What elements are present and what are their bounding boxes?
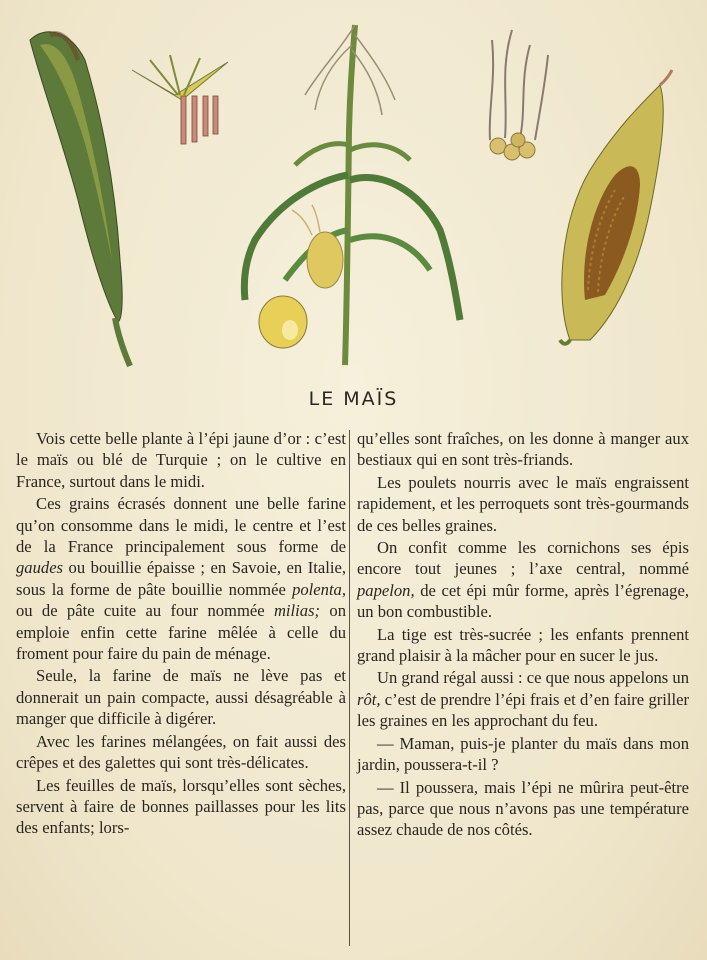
page-title: LE MAÏS — [308, 388, 399, 410]
paragraph: — Maman, puis-je planter du maïs dans mon jardin, poussera-t-il ? — [357, 733, 689, 775]
paragraph: On confit comme les cornichons ses épis encore tout jeunes ; l’axe central, nommé papelon, de cet épi mûr forme, après l’égrenage, un bon combustible. — [357, 538, 689, 622]
female-flower-silks — [490, 30, 548, 160]
paragraph: Avec les farines mélangées, on fait aussi des crêpes et des galettes qui sont très-délicates. — [16, 731, 346, 773]
paragraph: Vois cette belle plante à l’épi jaune d’or : c’est le maïs ou blé de Turquie ; on le cultive en France, surtout dans le midi. — [16, 429, 346, 491]
corn-ear — [560, 70, 672, 344]
term-papelon: papelon, — [357, 580, 415, 600]
column-divider — [349, 430, 350, 946]
paragraph: Un grand régal aussi : ce que nous appelons un rôt, c’est de prendre l’épi frais et d’en faire griller les graines en les approchant du feu. — [357, 668, 689, 731]
term-milias: milias; — [273, 601, 321, 621]
corn-kernel — [259, 296, 307, 348]
right-column — [357, 428, 689, 842]
paragraph: Ces grains écrasés donnent une belle farine qu’on consomme dans le midi, le centre et l’est de la France principalement sous forme de gaudes ou bouillie épaisse ; en Savoie, en Italie, sous la forme de pâte bouillie nommée polenta, ou de pâte cuite au four nommée milias; on emploie enfin cette farine mêlée à celle du froment pour faire du pain de ménage. — [16, 494, 346, 664]
paragraph: Les poulets nourris avec le maïs engraissent rapidement, et les perroquets sont très-gourmands de ces belles graines. — [357, 472, 689, 535]
left-column — [16, 428, 346, 840]
term-polenta: polenta, — [292, 579, 346, 599]
paragraph: Seule, la farine de maïs ne lève pas et donnerait un pain compacte, aussi désagréable à manger que difficile à digérer. — [16, 666, 346, 729]
term-gaudes: gaudes — [16, 558, 64, 578]
stamen-detail — [132, 55, 228, 144]
paragraph: qu’elles sont fraîches, on les donne à manger aux bestiaux qui en sont très-friands. — [357, 429, 689, 470]
term-rot: rôt, — [357, 689, 381, 709]
paragraph: — Il poussera, mais l’épi ne mûrira peut-être pas, parce que nous n’avons pas une température assez chaude de nos côtés. — [357, 777, 689, 840]
male-flower-spike — [30, 32, 130, 366]
paragraph: Les feuilles de maïs, lorsqu’elles sont sèches, servent à faire de bonnes paillasses pour les lits des enfants; lors- — [16, 775, 346, 838]
paragraph: La tige est très-sucrée ; les enfants prennent grand plaisir à la mâcher pour en sucer le jus. — [357, 624, 689, 666]
illustration-plate — [0, 0, 707, 380]
